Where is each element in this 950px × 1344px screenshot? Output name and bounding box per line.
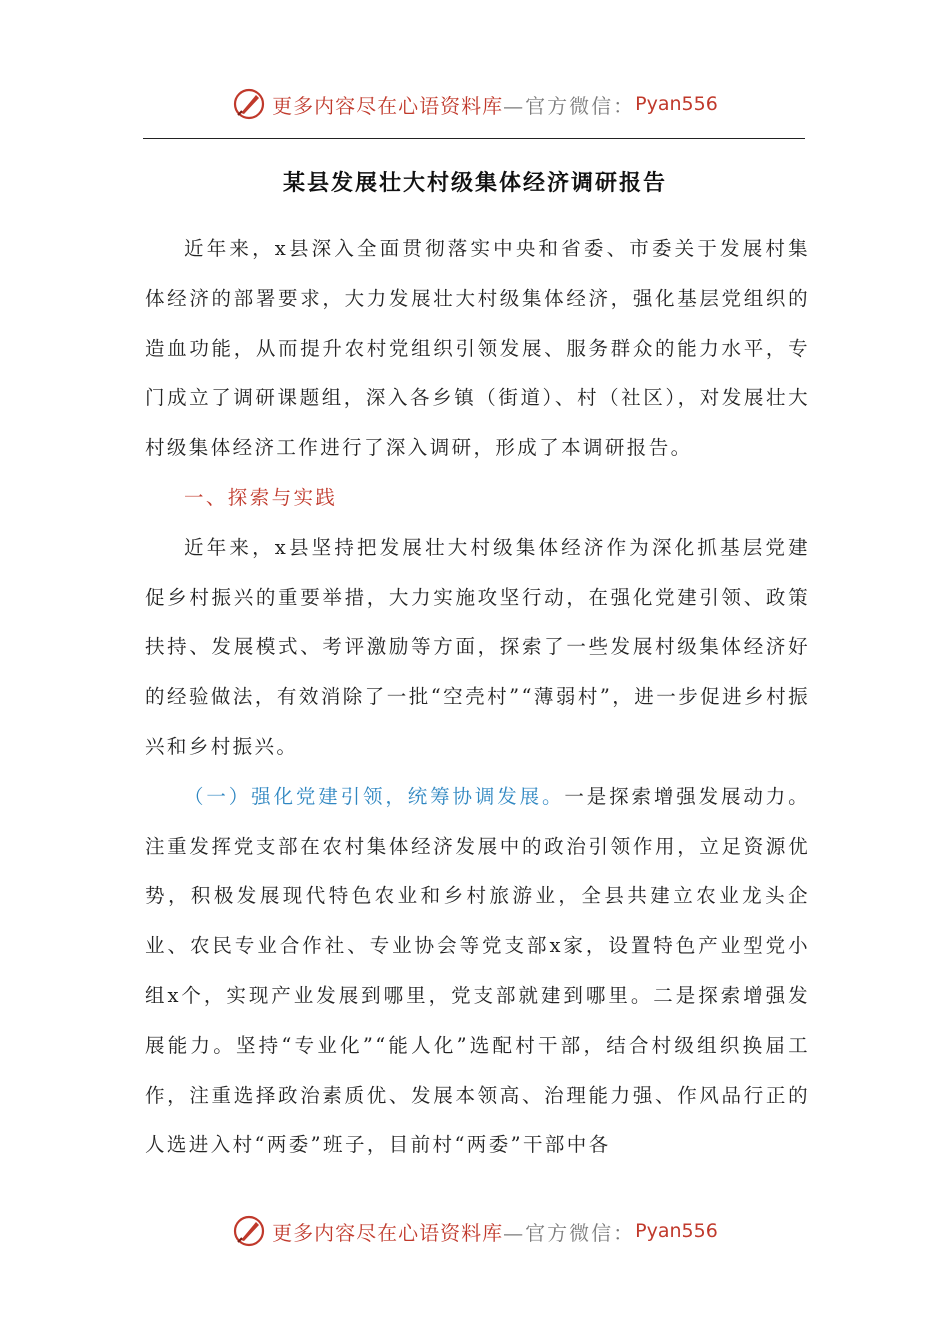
quill-logo-icon [232, 87, 266, 121]
page-footer [0, 1211, 950, 1251]
footer-wechat-id: Pyan556 [635, 1220, 718, 1242]
header-official-label: —官方微信： [503, 93, 636, 118]
intro-paragraph: 近年来，x县深入全面贯彻落实中央和省委、市委关于发展村集体经济的部署要求，大力发展壮大村级集体经济，强化基层党组织的造血功能，从而提升农村党组织引领发展、服务群众的能力水平，专门成立了调研课题组，深入各乡镇（街道）、村（社区），对发展壮大村级集体经济工作进行了深入调研，形成了本调研报告。 [145, 237, 810, 460]
subsection-lead: （一）强化党建引领，统筹协调发展。 [184, 784, 565, 808]
subsection-paragraph [145, 772, 810, 1170]
header-divider [143, 138, 805, 139]
section-paragraph: 近年来，x县坚持把发展壮大村级集体经济作为深化抓基层党建促乡村振兴的重要举措，大力实施攻坚行动，在强化党建引领、政策扶持、发展模式、考评激励等方面，探索了一些发展村级集体经济好的经验做法，有效消除了一批“空壳村”“薄弱村”，进一步促进乡村振兴和乡村振兴。 [145, 535, 810, 758]
quill-logo-icon [232, 1214, 266, 1248]
footer-brand: 更多内容尽在心语资料库 [272, 1220, 504, 1245]
document-title: 某县发展壮大村级集体经济调研报告 [282, 170, 667, 196]
footer-official-label: —官方微信： [503, 1220, 636, 1245]
page-header [0, 84, 950, 124]
header-brand: 更多内容尽在心语资料库 [272, 93, 504, 118]
subsection-body: 一是探索增强发展动力。注重发挥党支部在农村集体经济发展中的政治引领作用，立足资源优势，积极发展现代特色农业和乡村旅游业，全县共建立农业龙头企业、农民专业合作社、专业协会等党支部x家，设置特色产业型党小组x个，实现产业发展到哪里，党支部就建到哪里。二是探索增强发展能力。坚持“专业化”“能人化”选配村干部，结合村级组织换届工作，注重选择政治素质优、发展本领高、治理能力强、作风品行正的人选进入村“两委”班子，目前村“两委”干部中各 [145, 784, 810, 1157]
document-body [145, 224, 810, 1170]
header-wechat-id: Pyan556 [635, 93, 718, 115]
section-heading: 一、探索与实践 [184, 485, 338, 509]
